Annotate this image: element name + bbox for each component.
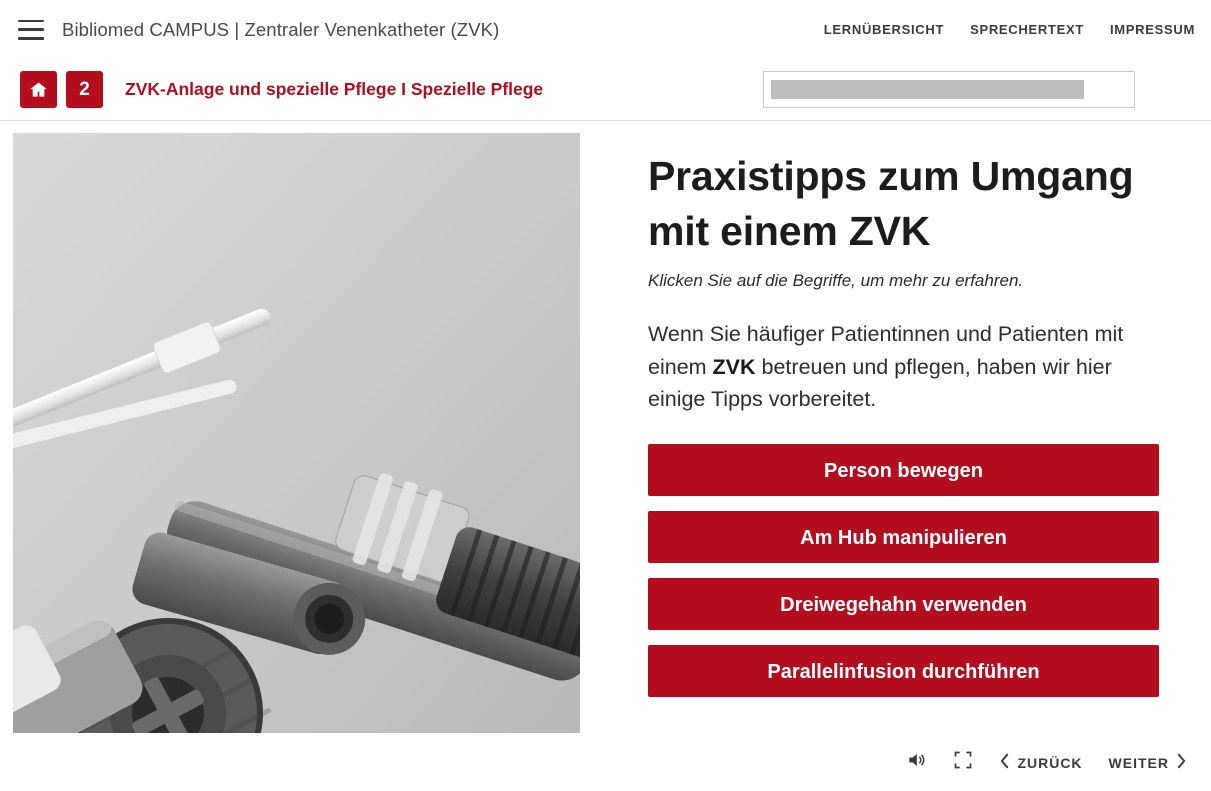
progress-bar-fill <box>771 80 1084 99</box>
chapter-number-badge: 2 <box>66 71 103 108</box>
progress-bar-container[interactable] <box>763 71 1135 108</box>
back-button-label: ZURÜCK <box>1017 754 1083 771</box>
footer-controls <box>905 750 1187 775</box>
fullscreen-button[interactable] <box>953 750 973 775</box>
hamburger-menu-icon[interactable] <box>18 20 44 40</box>
text-panel <box>580 133 1211 789</box>
body-text-part2: betreuen und pflegen, haben wir hier einige Tipps vorbereitet. <box>648 354 1112 412</box>
nav-lernuebersicht[interactable]: LERNÜBERSICHT <box>823 22 945 37</box>
body-text-part1: Wenn Sie häufiger Patientinnen und Patienten mit einem <box>648 322 1124 379</box>
audio-button[interactable] <box>905 750 927 775</box>
fullscreen-icon <box>953 750 973 775</box>
chevron-right-icon <box>1176 753 1187 772</box>
body-text <box>648 318 1159 416</box>
nav-sprechertext[interactable]: SPRECHERTEXT <box>970 22 1084 37</box>
course-image <box>13 133 580 733</box>
content-area <box>0 121 1211 789</box>
topic-button-parallelinfusion-durchfuehren[interactable]: Parallelinfusion durchführen <box>648 645 1159 697</box>
nav-impressum[interactable]: IMPRESSUM <box>1109 22 1195 37</box>
next-button-label: WEITER <box>1108 754 1169 771</box>
home-icon <box>28 80 49 100</box>
breadcrumb-bar <box>0 59 1211 121</box>
body-text-emphasis: ZVK <box>712 354 756 379</box>
topic-button-list <box>648 444 1159 697</box>
top-navigation <box>824 22 1195 37</box>
page-subtitle: Klicken Sie auf die Begriffe, um mehr zu erfahren. <box>648 271 1024 291</box>
top-bar <box>0 0 1211 59</box>
chevron-left-icon <box>999 753 1010 772</box>
speaker-icon <box>905 750 927 775</box>
home-button[interactable] <box>20 71 57 108</box>
topic-button-dreiwegehahn-verwenden[interactable]: Dreiwegehahn verwenden <box>648 578 1159 630</box>
next-button[interactable] <box>1109 753 1187 772</box>
topic-button-person-bewegen[interactable]: Person bewegen <box>648 444 1159 496</box>
breadcrumb: ZVK-Anlage und spezielle Pflege I Spezielle Pflege <box>125 79 544 99</box>
back-button[interactable] <box>999 753 1082 772</box>
page-title: Praxistipps zum Umgang mit einem ZVK <box>648 153 1134 254</box>
course-title: Bibliomed CAMPUS | Zentraler Venenkatheter (ZVK) <box>62 18 500 40</box>
topic-button-am-hub-manipulieren[interactable]: Am Hub manipulieren <box>648 511 1159 563</box>
